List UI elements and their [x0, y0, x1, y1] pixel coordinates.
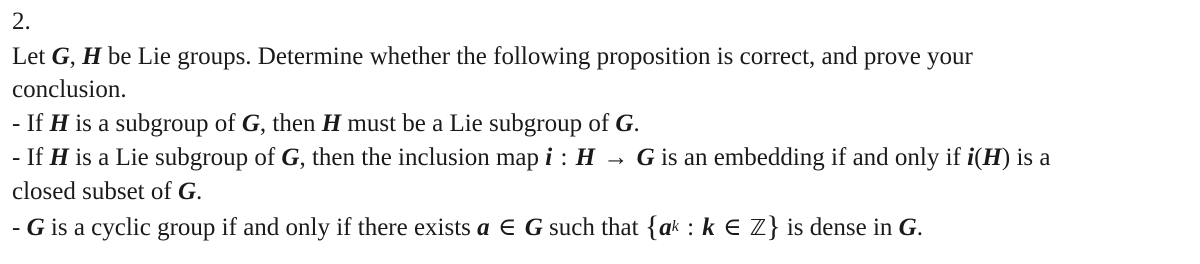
- prop1-text-3: must be a Lie subgroup of: [341, 110, 616, 137]
- math-H: H: [49, 110, 69, 137]
- math-G: G: [26, 214, 45, 241]
- math-G: G: [898, 214, 917, 241]
- math-H: H: [575, 144, 596, 171]
- math-G: G: [524, 214, 543, 241]
- math-H: H: [321, 110, 342, 137]
- prop3-dash: -: [12, 214, 27, 241]
- math-brace-left: {: [644, 210, 660, 243]
- math-G: G: [51, 43, 70, 70]
- prop3-text-1: is a cyclic group if and only if there exists: [44, 214, 478, 241]
- intro-text-2: be Lie groups. Determine whether the following proposition is correct, and prove your: [101, 43, 973, 70]
- math-H: H: [49, 144, 69, 171]
- math-paren-right: ): [1001, 144, 1011, 171]
- prop1-dash: - If: [12, 110, 50, 137]
- proposition-3: [12, 211, 923, 241]
- prop2-text-4: is a: [1010, 144, 1051, 171]
- intro-line: [12, 42, 973, 72]
- prop1-end: .: [633, 110, 640, 137]
- proposition-2-continuation: [12, 177, 202, 207]
- prop3-text-3: is dense in: [780, 214, 899, 241]
- prop2-text-1: is a Lie subgroup of: [68, 144, 282, 171]
- math-H: H: [982, 144, 1002, 171]
- math-i: i: [545, 144, 553, 171]
- math-G: G: [615, 110, 634, 137]
- math-brace-right: }: [766, 210, 781, 243]
- math-k: k: [702, 214, 715, 241]
- arrow-icon: →: [597, 144, 635, 171]
- prop2-cont-end: .: [196, 178, 203, 205]
- prop2-dash: - If: [12, 144, 50, 171]
- problem-number-text: 2.: [12, 8, 31, 35]
- math-G: G: [281, 144, 300, 171]
- math-G: G: [636, 144, 655, 171]
- prop2-cont-text: closed subset of: [12, 178, 178, 205]
- prop3-end: .: [916, 214, 923, 241]
- math-exponent-k: k: [671, 218, 679, 235]
- element-of-icon: ∈: [491, 214, 523, 241]
- math-G: G: [177, 178, 197, 205]
- intro-continuation-text: conclusion.: [12, 76, 127, 103]
- element-of-icon: ∈: [716, 214, 748, 241]
- math-paren-left: (: [974, 144, 983, 171]
- math-G: G: [241, 110, 260, 137]
- intro-text-1: Let: [12, 43, 52, 70]
- math-colon: :: [680, 214, 701, 241]
- prop2-text-2: , then the inclusion map: [299, 144, 546, 171]
- math-a: a: [477, 214, 490, 241]
- math-a: a: [659, 214, 672, 241]
- problem-number: [12, 7, 31, 37]
- math-colon: :: [554, 144, 574, 171]
- proposition-2: [12, 143, 1050, 173]
- intro-continuation: [12, 75, 127, 105]
- integers-symbol: ℤ: [749, 216, 767, 241]
- proposition-1: [12, 109, 640, 139]
- prop3-text-2: such that: [542, 214, 645, 241]
- math-H: H: [82, 43, 102, 70]
- intro-comma: ,: [69, 43, 83, 70]
- math-i: i: [967, 144, 975, 171]
- prop1-text-2: , then: [259, 110, 322, 137]
- prop2-text-3: is an embedding if and only if: [654, 144, 968, 171]
- prop1-text-1: is a subgroup of: [68, 110, 242, 137]
